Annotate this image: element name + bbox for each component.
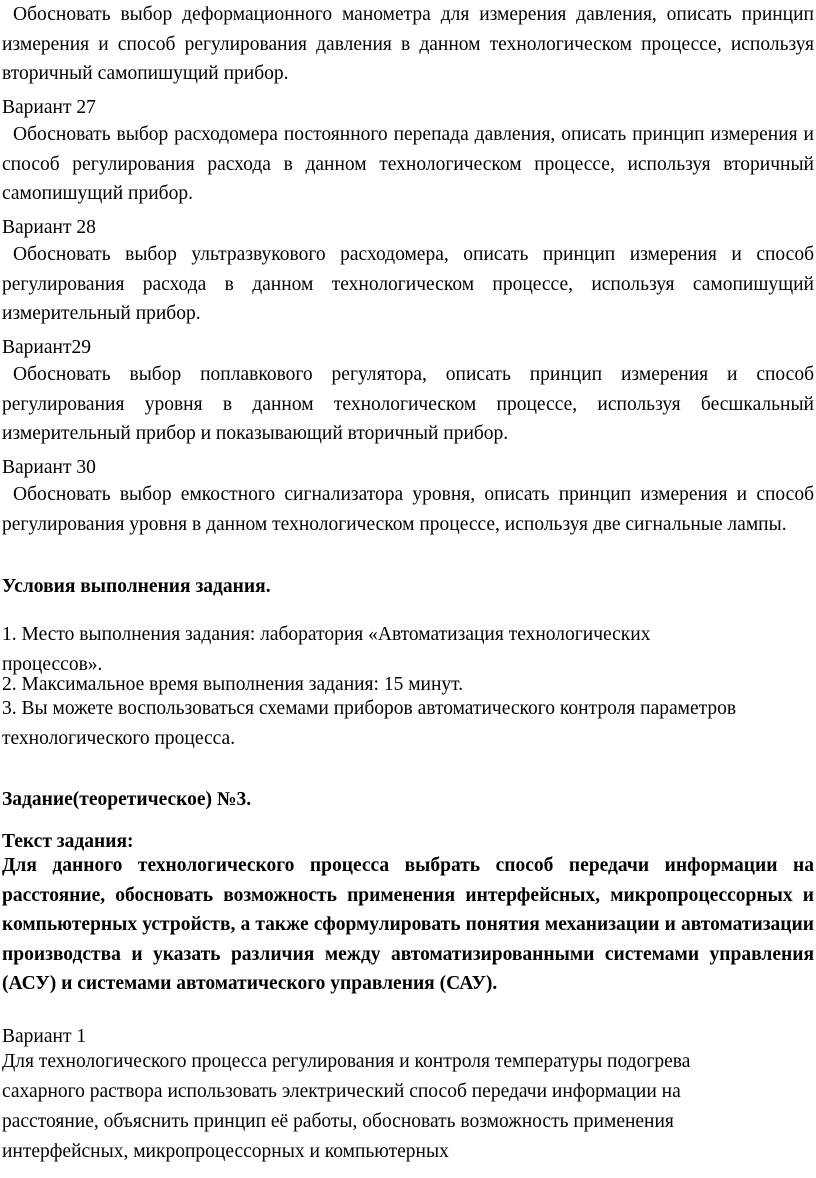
conditions-heading: Условия выполнения задания. [2,576,271,597]
variant-30-heading: Вариант 30 [2,457,96,478]
variant-1-line-3: расстояние, объяснить принцип её работы, обосновать возможность применения [2,1111,674,1132]
variant-28-heading: Вариант 28 [2,217,96,238]
task3-text-label: Текст задания: [2,831,134,852]
condition-item-3: 3. Вы можете воспользоваться схемами приборов автоматического контроля параметров технологического процесса. [2,698,737,749]
task3-text-body: Для данного технологического процесса выбрать способ передачи информации на расстояние, обосновать возможность применения интерфейсных, микропроцессорных и компьютерных устройств, а также сформулировать понятия механизации и автоматизации производства и указать различия между автоматизированными системами управления (АСУ) и системами автоматического управления (САУ). [2,855,814,994]
variant-1-line-4: интерфейсных, микропроцессорных и компьютерных [2,1141,449,1162]
variant-30-text: Обосновать выбор емкостного сигнализатора уровня, описать принцип измерения и способ регулирования уровня в данном технологическом процессе, используя две сигнальные лампы. [2,484,814,535]
variant-1-line-1: Для технологического процесса регулирования и контроля температуры подогрева [2,1051,691,1072]
variant-27-text: Обосновать выбор расходомера постоянного перепада давления, описать принцип измерения и способ регулирования расхода в данном технологическом процессе, используя вторичный самопишущий прибор. [2,124,814,204]
condition-item-1: 1. Место выполнения задания: лаборатория «Автоматизация технологических процессов». [2,624,651,675]
variant-29-heading: Вариант29 [2,337,91,358]
variant-27-heading: Вариант 27 [2,97,96,118]
variant-1-heading: Вариант 1 [2,1026,87,1047]
variant-28-text: Обосновать выбор ультразвукового расходомера, описать принцип измерения и способ регулирования расхода в данном технологическом процессе, используя самопишущий измерительный прибор. [2,244,814,324]
task3-heading: Задание(теоретическое) №3. [2,789,252,810]
variant-29-text: Обосновать выбор поплавкового регулятора, описать принцип измерения и способ регулирования уровня в данном технологическом процессе, используя бесшкальный измерительный прибор и показывающий вторичный прибор. [2,364,814,444]
condition-item-2: 2. Максимальное время выполнения задания: 15 минут. [2,674,464,695]
intro-paragraph: Обосновать выбор деформационного манометра для измерения давления, описать принцип измерения и способ регулирования давления в данном технологическом процессе, используя вторичный самопишущий прибор. [2,4,814,84]
variant-1-line-2: сахарного раствора использовать электрический способ передачи информации на [2,1081,681,1102]
